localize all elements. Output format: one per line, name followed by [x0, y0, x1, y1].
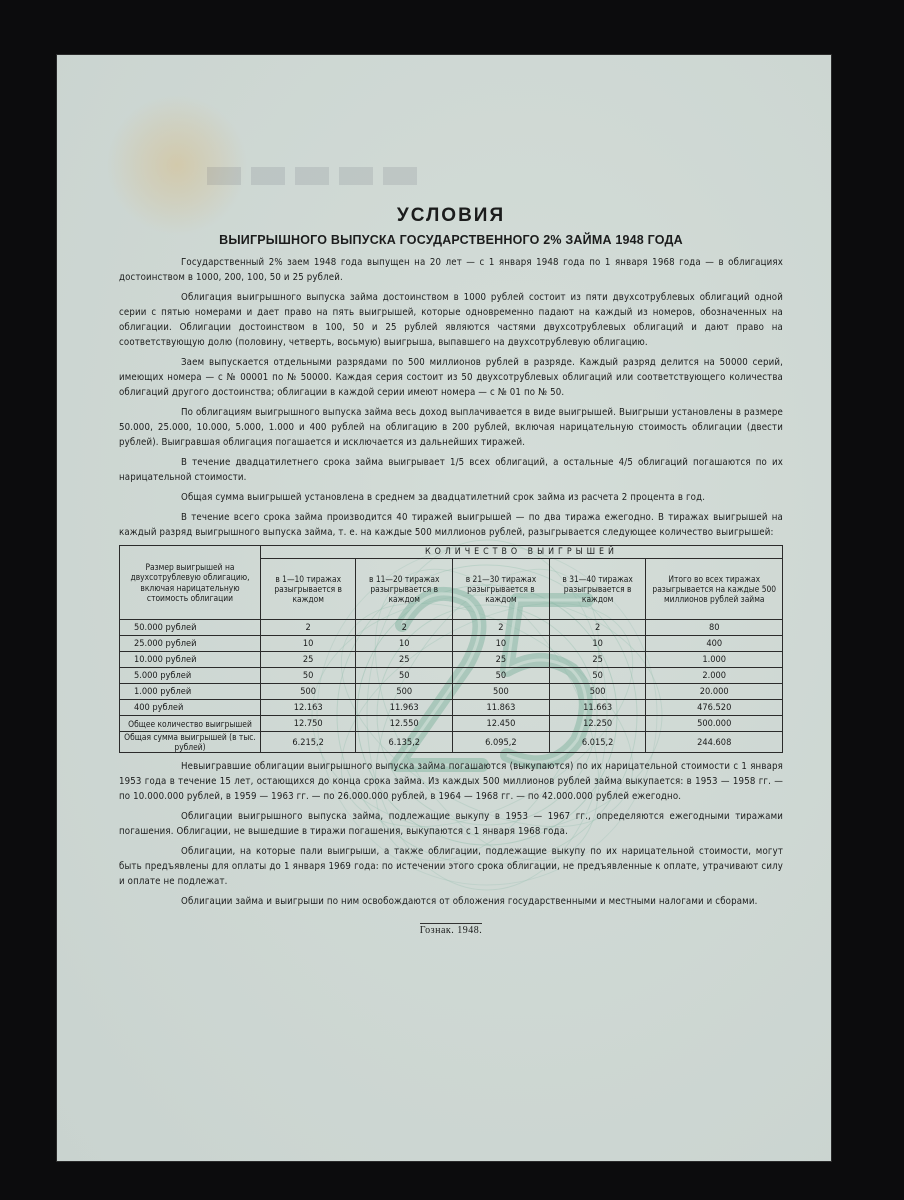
printer-imprint — [119, 923, 783, 936]
table-cell: 244.608 — [646, 732, 783, 753]
table-row — [120, 684, 783, 700]
table-cell: 6.215,2 — [261, 732, 356, 753]
table-cell: 11.663 — [549, 700, 646, 716]
table-cell: 400 — [646, 636, 783, 652]
paragraph-total-sum: Общая сумма выигрышей установлена в среднем за двадцатилетний срок займа из расчета 2 процента в год. — [181, 492, 706, 503]
table-cell: 6.135,2 — [356, 732, 453, 753]
prize-count-group-header: КОЛИЧЕСТВО ВЫИГРЫШЕЙ — [261, 546, 783, 559]
table-cell: 11.863 — [453, 700, 550, 716]
table-cell: 2 — [549, 620, 646, 636]
conditions-text — [119, 205, 783, 936]
table-cell: 50 — [261, 668, 356, 684]
table-cell: 2 — [453, 620, 550, 636]
draws-31-40-header: в 31—40 тиражах разыгрывается в каждом — [549, 559, 646, 620]
table-cell: 25 — [453, 652, 550, 668]
table-cell: 10 — [261, 636, 356, 652]
table-cell: 500 — [261, 684, 356, 700]
document-title: УСЛОВИЯ — [396, 205, 506, 226]
total-all-draws-header: Итого во всех тиражах разыгрывается на каждые 500 миллионов рублей займа — [646, 559, 783, 620]
prize-label: 1.000 рублей — [120, 684, 261, 700]
prize-label: 5.000 рублей — [120, 668, 261, 684]
table-row — [120, 636, 783, 652]
table-row-total-sum — [120, 732, 783, 753]
paragraph-term: Государственный 2% заем 1948 года выпущен на 20 лет — с 1 января 1948 года по 1 января 1968 года — в облигациях достоинством в 1000, 200, 100, 50 и 25 рублей. — [119, 257, 783, 283]
table-cell: 10 — [356, 636, 453, 652]
table-cell: 12.750 — [261, 716, 356, 732]
table-cell: 50 — [549, 668, 646, 684]
prize-label: 25.000 рублей — [120, 636, 261, 652]
table-cell: 1.000 — [646, 652, 783, 668]
table-cell: 25 — [356, 652, 453, 668]
table-cell: 12.250 — [549, 716, 646, 732]
prize-size-header: Размер выигрышей на двухсотрублевую облигацию, включая нарицательную стоимость облигации — [120, 546, 261, 620]
paragraph-draws: В течение всего срока займа производится 40 тиражей выигрышей — по два тиража ежегодно. В тиражах выигрышей на каждый разряд выигрышного выпуска займа, т. е. на каждые 500 миллионов рублей, разыгрывается следующее количество выигрышей: — [119, 512, 783, 538]
bond-reverse-sheet — [57, 55, 831, 1161]
table-cell: 25 — [261, 652, 356, 668]
paragraph-payment-deadline: Облигации, на которые пали выигрыши, а также облигации, подлежащие выкупу по их нарицательной стоимости, могут быть предъявлены для оплаты до 1 января 1969 года: по истечении этого срока облигации, не предъявленные к оплате, утрачивают силу и оплате не подлежат. — [119, 846, 783, 887]
table-cell: 12.550 — [356, 716, 453, 732]
table-row-total-count — [120, 716, 783, 732]
table-cell: 2 — [261, 620, 356, 636]
prize-label: 50.000 рублей — [120, 620, 261, 636]
table-cell: 500 — [356, 684, 453, 700]
draws-11-20-header: в 11—20 тиражах разыгрывается в каждом — [356, 559, 453, 620]
table-row — [120, 668, 783, 684]
table-cell: 25 — [549, 652, 646, 668]
table-cell: 80 — [646, 620, 783, 636]
draws-1-10-header: в 1—10 тиражах разыгрывается в каждом — [261, 559, 356, 620]
table-cell: 6.015,2 — [549, 732, 646, 753]
table-cell: 10 — [453, 636, 550, 652]
table-cell: 2.000 — [646, 668, 783, 684]
table-row — [120, 652, 783, 668]
table-cell: 500 — [453, 684, 550, 700]
total-sum-label: Общая сумма выигрышей (в тыс. рублей) — [120, 732, 261, 753]
table-cell: 10 — [549, 636, 646, 652]
table-cell: 11.963 — [356, 700, 453, 716]
table-cell: 6.095,2 — [453, 732, 550, 753]
table-cell: 12.163 — [261, 700, 356, 716]
table-cell: 500 — [549, 684, 646, 700]
table-cell: 50 — [453, 668, 550, 684]
paragraph-denominations: Облигация выигрышного выпуска займа достоинством в 1000 рублей состоит из пяти двухсотрублевых облигаций одной серии с пятью номерами и дает право на пять выигрышей, которые одновременно падают на каждый из номеров, обозначенных на облигации. Облигации достоинством в 100, 50 и 25 рублей являются частями двухсотрублевых облигаций и дают право на соответствующую долю (половину, четверть, восьмую) выигрыша, выпавшего на двухсотрублевую облигацию. — [119, 292, 783, 348]
paragraph-series: Заем выпускается отдельными разрядами по 500 миллионов рублей в разряде. Каждый разряд делится на 50000 серий, имеющих номера — с № 00001 по № 50000. Каждая серия состоит из 50 двухсотрублевых облигаций или соответствующего количества облигаций другого достоинства; облигации в каждой серии имеют номера — с № 01 по № 50. — [119, 357, 783, 398]
paragraph-redemption-draws: Облигации выигрышного выпуска займа, подлежащие выкупу в 1953 — 1967 гг., определяются ежегодными тиражами погашения. Облигации, не вышедшие в тиражи погашения, выкупаются с 1 января 1968 года. — [119, 811, 783, 837]
table-cell: 20.000 — [646, 684, 783, 700]
paragraph-tax-exemption: Облигации займа и выигрыши по ним освобождаются от обложения государственными и местными налогами и сборами. — [181, 896, 758, 907]
table-cell: 50 — [356, 668, 453, 684]
paragraph-prizes: По облигациям выигрышного выпуска займа весь доход выплачивается в виде выигрышей. Выигрыши установлены в размере 50.000, 25.000, 10.000, 5.000, 1.000 и 400 рублей на облигацию в 200 рублей, включая нарицательную стоимость облигации (двести рублей). Выигравшая облигация погашается и исключается из дальнейших тиражей. — [119, 407, 783, 448]
paragraph-redemption: Невыигравшие облигации выигрышного выпуска займа погашаются (выкупаются) по их нарицательной стоимости с 1 января 1953 года в течение 15 лет, остающихся до конца срока займа. Из каждых 500 миллионов рублей займа выкупается: в 1953 — 1958 гг. — по 10.000.000 рублей, в 1959 — 1963 гг. — по 26.000.000 рублей, в 1964 — 1968 гг. — по 42.000.000 рублей ежегодно. — [119, 761, 783, 802]
table-cell: 12.450 — [453, 716, 550, 732]
table-cell: 2 — [356, 620, 453, 636]
bleed-through-serial — [207, 155, 467, 195]
prize-table — [119, 545, 783, 753]
document-subtitle: ВЫИГРЫШНОГО ВЫПУСКА ГОСУДАРСТВЕННОГО 2% ЗАЙМА 1948 ГОДА — [219, 233, 683, 247]
paragraph-share: В течение двадцатилетнего срока займа выигрывает 1/5 всех облигаций, а остальные 4/5 облигаций погашаются по их нарицательной стоимости. — [119, 457, 783, 483]
table-cell: 476.520 — [646, 700, 783, 716]
table-row — [120, 700, 783, 716]
total-count-label: Общее количество выигрышей — [120, 716, 261, 732]
table-row — [120, 620, 783, 636]
printer-imprint-text: Гознак. 1948. — [419, 925, 483, 936]
prize-label: 400 рублей — [120, 700, 261, 716]
prize-label: 10.000 рублей — [120, 652, 261, 668]
draws-21-30-header: в 21—30 тиражах разыгрывается в каждом — [453, 559, 550, 620]
table-cell: 500.000 — [646, 716, 783, 732]
